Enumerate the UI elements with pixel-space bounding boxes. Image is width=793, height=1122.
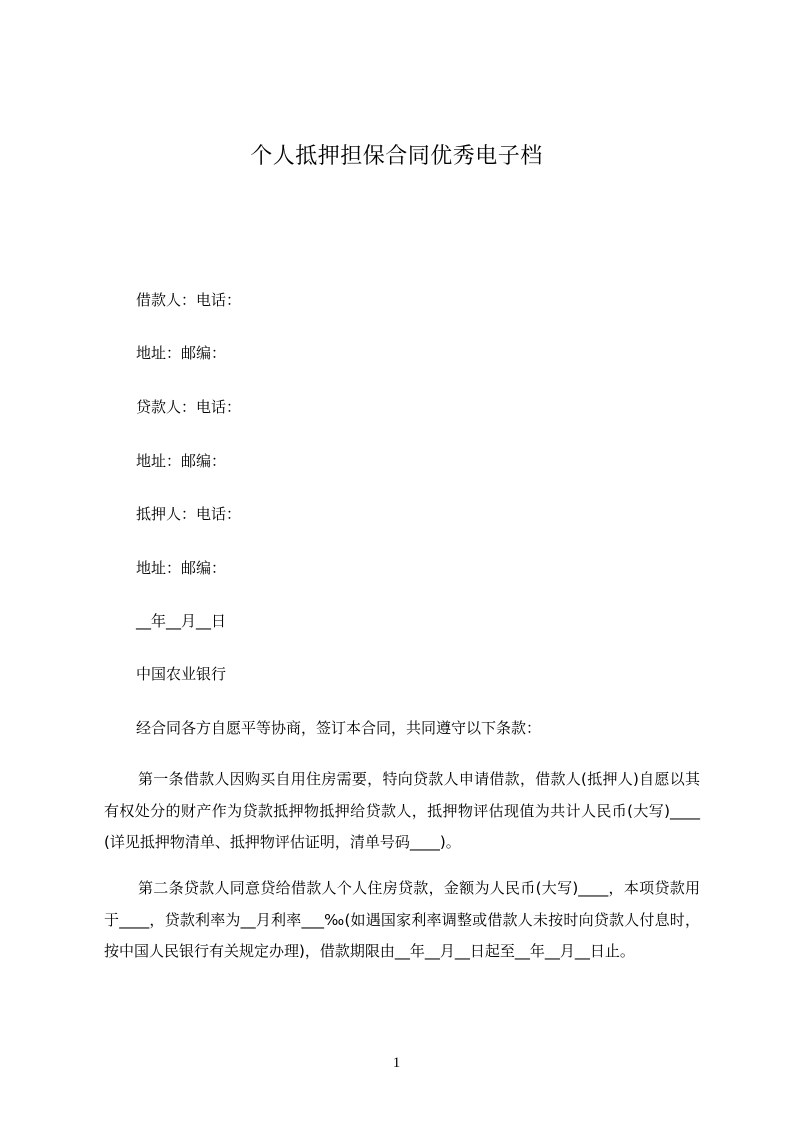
borrower-address-line: 地址：邮编： [136,344,227,362]
bank-name-line: 中国农业银行 [136,665,227,683]
mortgagor-address-line: 地址：邮编： [136,559,227,577]
lender-contact-line: 贷款人：电话： [136,398,242,416]
lender-address-line: 地址：邮编： [136,452,227,470]
date-line: __年__月__日 [136,612,227,630]
borrower-contact-line: 借款人：电话： [136,291,242,309]
document-title: 个人抵押担保合同优秀电子档 [250,144,543,169]
page-number: 1 [392,1055,401,1071]
clause-2-paragraph: 第二条贷款人同意贷给借款人个人住房贷款，金额为人民币(大写)____，本项贷款用于____，贷款利率为__月利率___‰(如遇国家利率调整或借款人未按时向贷款人付息时，按中国人民银行有关规定办理)，借款期限由__年__月__日起至__年__月__日止。 [104,879,700,960]
preamble-line: 经合同各方自愿平等协商，签订本合同，共同遵守以下条款： [136,719,542,737]
clause-1-paragraph: 第一条借款人因购买自用住房需要，特向贷款人申请借款，借款人(抵押人)自愿以其有权处分的财产作为贷款抵押物抵押给贷款人，抵押物评估现值为共计人民币(大写)____(详见抵押物清单、抵押物评估证明，清单号码____)。 [104,770,700,851]
mortgagor-contact-line: 抵押人：电话： [136,505,242,523]
